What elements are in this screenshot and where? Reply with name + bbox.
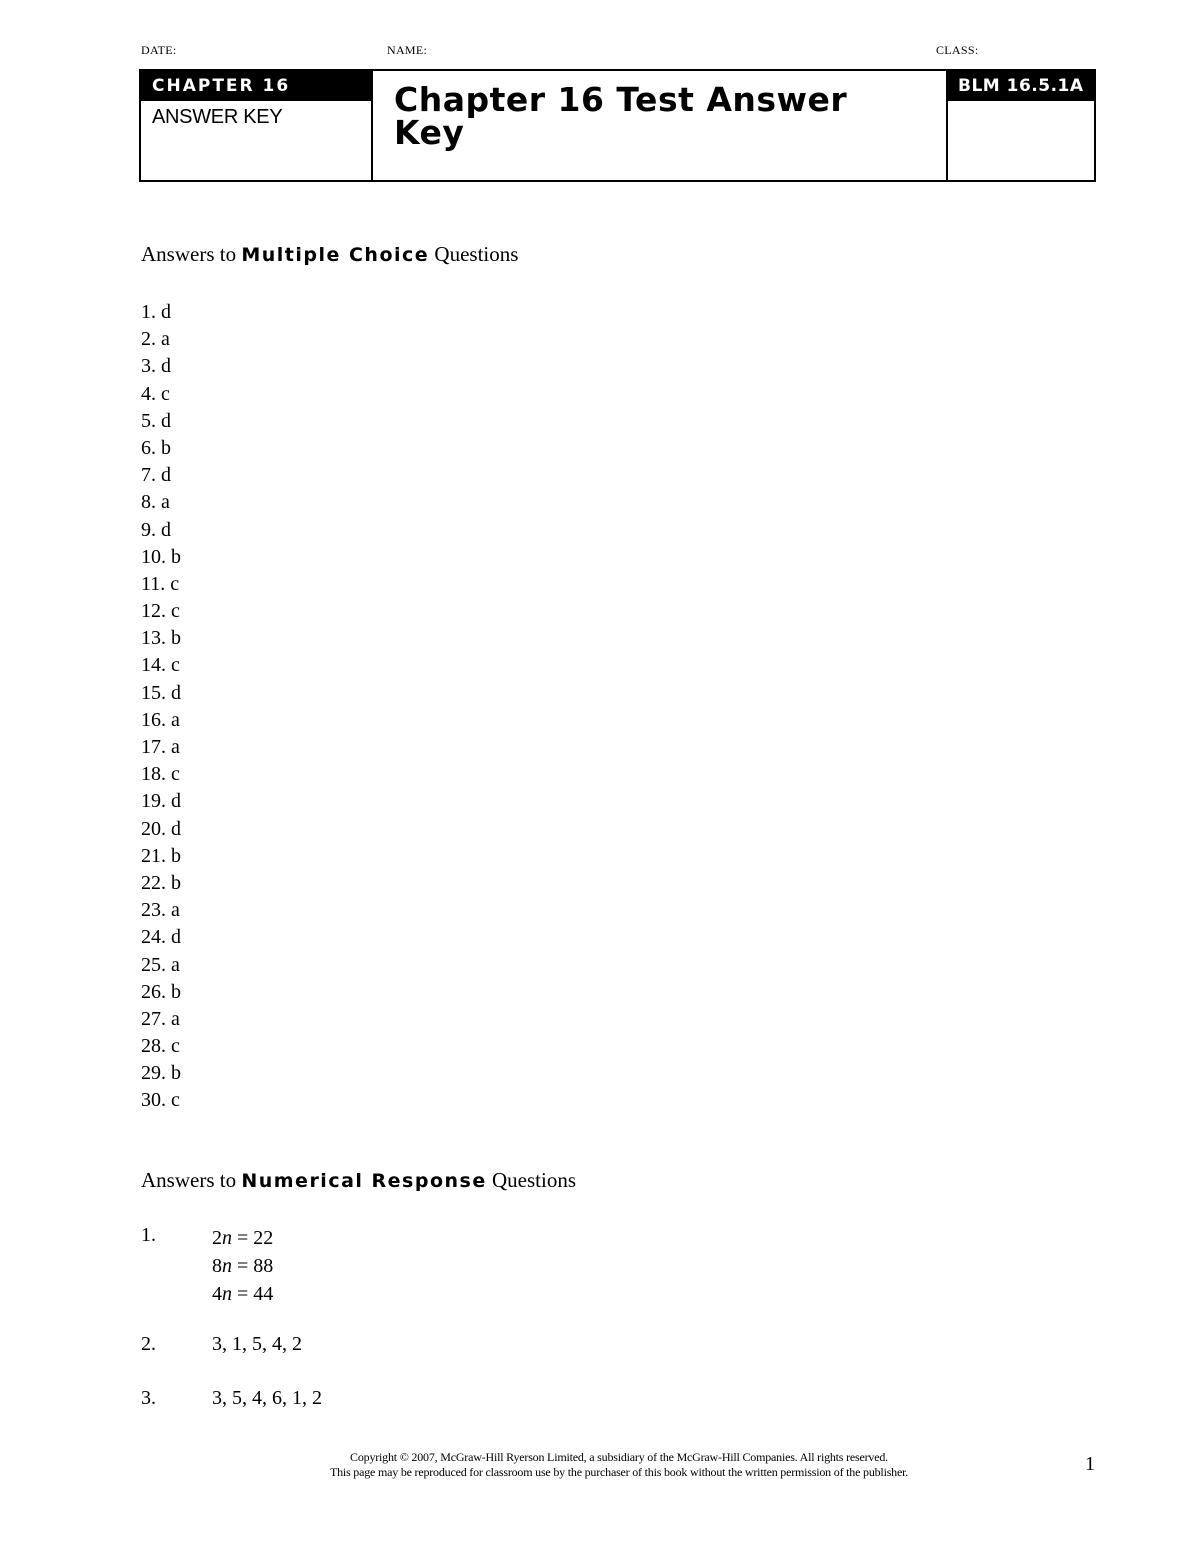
mc-answer-item: 13. b bbox=[141, 627, 181, 650]
header-box bbox=[139, 69, 1096, 182]
copyright-footer bbox=[0, 1450, 1200, 1480]
mc-answer-item: 16. a bbox=[141, 708, 180, 731]
header-title-cell bbox=[373, 71, 946, 180]
mc-answer-item: 26. b bbox=[141, 980, 181, 1003]
mc-answer-item: 7. d bbox=[141, 464, 171, 487]
mc-heading-suffix: Questions bbox=[434, 242, 519, 266]
equation-line bbox=[212, 1280, 273, 1308]
mc-answer-item: 5. d bbox=[141, 409, 171, 432]
mc-answer-item: 30. c bbox=[141, 1089, 180, 1112]
nr-heading-suffix: Questions bbox=[492, 1168, 576, 1192]
mc-answer-item: 17. a bbox=[141, 736, 180, 758]
date-label: DATE: bbox=[141, 43, 177, 57]
mc-heading-emphasis: Multiple Choice bbox=[241, 244, 430, 266]
equation-variable: n bbox=[222, 1283, 232, 1305]
mc-heading-prefix: Answers to bbox=[141, 242, 237, 266]
equation-variable: n bbox=[222, 1227, 232, 1249]
header-left-cell bbox=[141, 71, 373, 180]
mc-answer-item: 4. c bbox=[141, 382, 170, 405]
mc-answer-item: 23. a bbox=[141, 899, 180, 922]
blm-badge: BLM 16.5.1A bbox=[948, 71, 1094, 101]
nr-item-number: 3. bbox=[141, 1387, 156, 1409]
mc-answer-item: 10. b bbox=[141, 545, 181, 568]
mc-answer-item: 1. d bbox=[141, 301, 171, 323]
mc-answer-item: 27. a bbox=[141, 1007, 180, 1030]
mc-answer-item: 11. c bbox=[141, 572, 180, 595]
numerical-response-heading bbox=[141, 1168, 576, 1193]
mc-answer-item: 15. d bbox=[141, 681, 181, 704]
equation-line bbox=[212, 1252, 273, 1280]
nr-item-1-equations bbox=[212, 1224, 273, 1308]
mc-answer-item: 14. c bbox=[141, 654, 180, 677]
mc-answer-item: 9. d bbox=[141, 518, 171, 541]
equation-variable: n bbox=[222, 1255, 232, 1277]
mc-answer-item: 2. a bbox=[141, 328, 170, 351]
mc-answer-item: 21. b bbox=[141, 844, 181, 867]
mc-answer-item: 24. d bbox=[141, 926, 181, 949]
nr-item-answer: 3, 1, 5, 4, 2 bbox=[212, 1333, 302, 1355]
class-label: CLASS: bbox=[936, 43, 979, 57]
page-number: 1 bbox=[1085, 1453, 1095, 1475]
nr-item-answer: 3, 5, 4, 6, 1, 2 bbox=[212, 1387, 322, 1409]
equation-line bbox=[212, 1224, 273, 1252]
mc-answer-item: 18. c bbox=[141, 763, 180, 786]
nr-item-number: 1. bbox=[141, 1224, 156, 1246]
equation-coefficient: 2 bbox=[212, 1227, 222, 1249]
page-title: Chapter 16 Test Answer Key bbox=[394, 80, 848, 152]
header-right-cell bbox=[946, 71, 1094, 180]
mc-answer-item: 25. a bbox=[141, 953, 180, 976]
mc-answer-item: 6. b bbox=[141, 436, 171, 459]
nr-item-number: 2. bbox=[141, 1333, 156, 1355]
answer-key-label: ANSWER KEY bbox=[152, 106, 283, 128]
equation-result: = 22 bbox=[232, 1227, 274, 1249]
mc-answer-item: 8. a bbox=[141, 491, 170, 514]
equation-coefficient: 8 bbox=[212, 1255, 222, 1277]
equation-result: = 88 bbox=[232, 1255, 274, 1277]
mc-answer-item: 19. d bbox=[141, 790, 181, 813]
multiple-choice-heading bbox=[141, 242, 518, 267]
nr-heading-prefix: Answers to bbox=[141, 1168, 237, 1192]
nr-heading-emphasis: Numerical Response bbox=[241, 1170, 487, 1192]
equation-result: = 44 bbox=[232, 1283, 274, 1305]
reproduction-notice: This page may be reproduced for classroom use by the purchaser of this book without the written permission of the publisher. bbox=[329, 1465, 909, 1479]
copyright-line: Copyright © 2007, McGraw-Hill Ryerson Limited, a subsidiary of the McGraw-Hill Companies. All rights reserved. bbox=[350, 1450, 888, 1464]
multiple-choice-answer-list bbox=[141, 299, 181, 1115]
chapter-banner: CHAPTER 16 bbox=[141, 71, 371, 101]
name-label: NAME: bbox=[387, 43, 428, 57]
mc-answer-item: 12. c bbox=[141, 600, 180, 623]
mc-answer-item: 3. d bbox=[141, 355, 171, 378]
equation-coefficient: 4 bbox=[212, 1283, 222, 1305]
mc-answer-item: 20. d bbox=[141, 817, 181, 840]
mc-answer-item: 28. c bbox=[141, 1035, 180, 1058]
mc-answer-item: 29. b bbox=[141, 1062, 181, 1085]
mc-answer-item: 22. b bbox=[141, 871, 181, 894]
